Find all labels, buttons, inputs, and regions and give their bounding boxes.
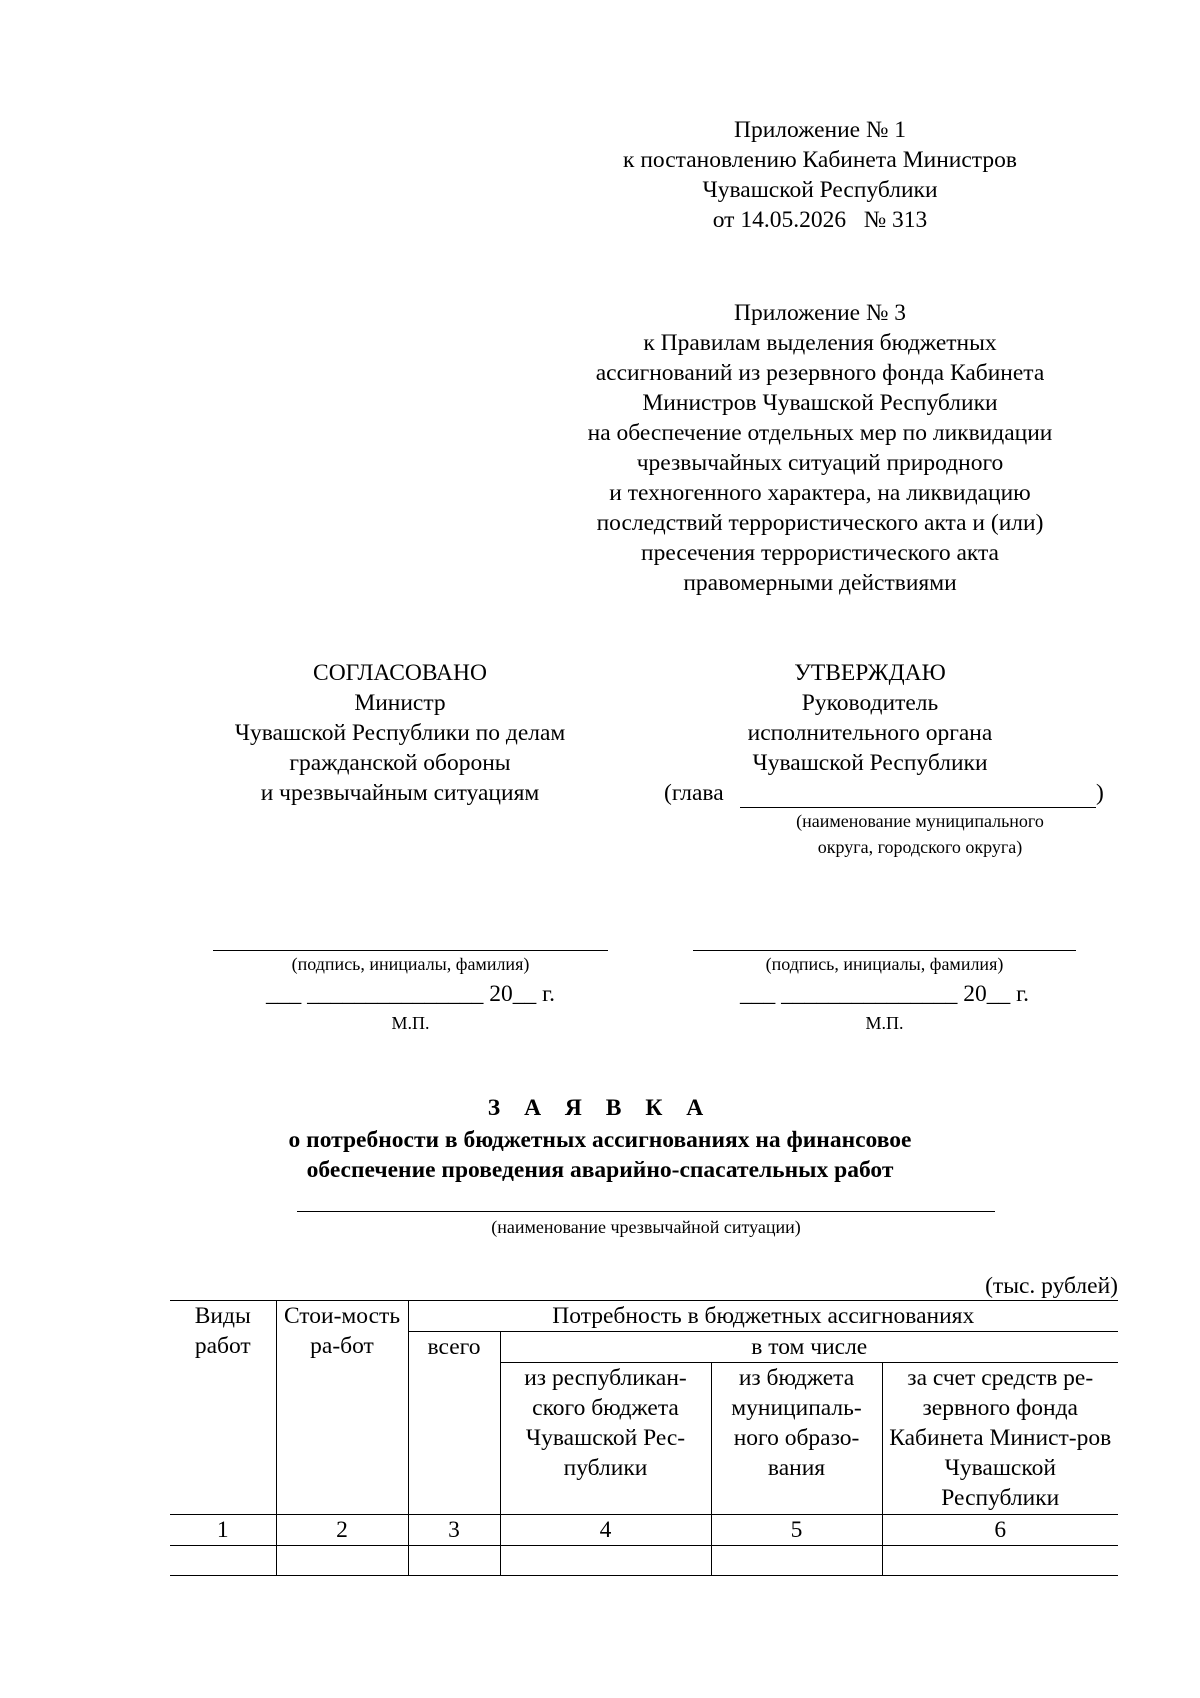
appendix-3-block xyxy=(560,298,1080,598)
appendix-1-line: Чувашской Республики xyxy=(702,177,938,203)
agreed-line: Министр xyxy=(354,690,446,716)
col-municipal-budget xyxy=(711,1363,882,1515)
approved-line: исполнительного органа xyxy=(747,720,993,746)
col-municipal-budget-label: из бюджета муниципаль-ного образо-вания xyxy=(731,1365,862,1481)
col-cost xyxy=(276,1301,408,1515)
approved-block xyxy=(660,658,1080,778)
municipality-caption xyxy=(750,808,1090,860)
col-work-types-label: Виды работ xyxy=(194,1303,251,1359)
col-need-header xyxy=(408,1301,1118,1332)
table-cell: 5 xyxy=(711,1515,882,1546)
table-cell: 3 xyxy=(408,1515,500,1546)
head-prefix: (глава xyxy=(664,780,724,806)
agreed-block xyxy=(200,658,600,808)
table-cell[interactable] xyxy=(500,1546,711,1576)
appendix-1-line: к постановлению Кабинета Министров xyxy=(623,147,1017,173)
col-republic-budget-label: из республикан-ского бюджета Чувашской Рес-публики xyxy=(524,1365,687,1481)
table-cell[interactable] xyxy=(170,1546,276,1576)
approved-heading: УТВЕРЖДАЮ xyxy=(794,660,946,686)
col-cost-label: Стои-мость ра-бот xyxy=(283,1303,401,1359)
head-suffix: ) xyxy=(1096,780,1104,806)
agreed-line: Чувашской Республики по делам xyxy=(234,720,566,746)
agreed-date-line: ___ _______________ 20__ г. xyxy=(266,981,555,1007)
table-cell: 6 xyxy=(882,1515,1118,1546)
approved-signature-caption: (подпись, инициалы, фамилия) xyxy=(765,954,1004,974)
col-reserve-fund xyxy=(882,1363,1118,1515)
col-total-label: всего xyxy=(427,1334,481,1360)
agreed-signature-caption: (подпись, инициалы, фамилия) xyxy=(291,954,530,974)
agreed-line: гражданской обороны xyxy=(289,750,511,776)
table-row xyxy=(170,1546,1118,1576)
appendix-3-line: Министров Чувашской Республики xyxy=(642,390,998,416)
col-work-types xyxy=(170,1301,276,1515)
appendix-1-block xyxy=(560,115,1080,235)
appendix-3-line: пресечения террористического акта xyxy=(641,540,999,566)
appendix-3-line: к Правилам выделения бюджетных xyxy=(643,330,997,356)
table-cell: 4 xyxy=(500,1515,711,1546)
approved-line: Чувашской Республики xyxy=(752,750,988,776)
agreed-stamp: М.П. xyxy=(391,1013,430,1033)
table-cell: 2 xyxy=(276,1515,408,1546)
appendix-1-line: от 14.05.2026 № 313 xyxy=(712,207,928,233)
col-need-header-label: Потребность в бюджетных ассигнованиях xyxy=(552,1303,975,1329)
request-subtitle-line: о потребности в бюджетных ассигнованиях на финансовое xyxy=(288,1127,912,1153)
appendix-3-line: правомерными действиями xyxy=(683,570,957,596)
appendix-3-line: последствий террористического акта и (или) xyxy=(596,510,1044,536)
municipality-caption-line: (наименование муниципального xyxy=(796,811,1044,831)
agreed-heading: СОГЛАСОВАНО xyxy=(313,660,487,686)
appendix-3-line: и техногенного характера, на ликвидацию xyxy=(609,480,1031,506)
table-number-row xyxy=(170,1515,1118,1546)
table-cell: 1 xyxy=(170,1515,276,1546)
approved-date-line: ___ _______________ 20__ г. xyxy=(740,981,1029,1007)
emergency-caption: (наименование чрезвычайной ситуации) xyxy=(491,1217,801,1237)
request-table xyxy=(170,1300,1118,1576)
appendix-3-line: на обеспечение отдельных мер по ликвидации xyxy=(587,420,1053,446)
table-cell[interactable] xyxy=(276,1546,408,1576)
table-cell[interactable] xyxy=(408,1546,500,1576)
appendix-3-line: чрезвычайных ситуаций природного xyxy=(636,450,1004,476)
emergency-name-line xyxy=(297,1211,995,1212)
col-including xyxy=(500,1332,1118,1363)
col-total xyxy=(408,1332,500,1515)
table-cell[interactable] xyxy=(882,1546,1118,1576)
col-republic-budget xyxy=(500,1363,711,1515)
approved-line: Руководитель xyxy=(801,690,939,716)
unit-label: (тыс. рублей) xyxy=(985,1273,1118,1299)
request-title xyxy=(220,1093,980,1123)
municipality-caption-line: округа, городского округа) xyxy=(817,837,1023,857)
agreed-line: и чрезвычайным ситуациям xyxy=(260,780,540,806)
appendix-3-line: ассигнований из резервного фонда Кабинета xyxy=(595,360,1045,386)
request-subtitle-line: обеспечение проведения аварийно-спасательных работ xyxy=(306,1157,894,1183)
appendix-1-line: Приложение № 1 xyxy=(733,117,907,143)
col-including-label: в том числе xyxy=(751,1334,868,1360)
approved-stamp: М.П. xyxy=(865,1013,904,1033)
col-reserve-fund-label: за счет средств ре-зервного фонда Кабинета Минист-ров Чувашской Республики xyxy=(889,1365,1112,1511)
table-cell[interactable] xyxy=(711,1546,882,1576)
request-subtitle xyxy=(220,1125,980,1185)
appendix-3-line: Приложение № 3 xyxy=(733,300,907,326)
request-title-text: З А Я В К А xyxy=(487,1095,713,1121)
